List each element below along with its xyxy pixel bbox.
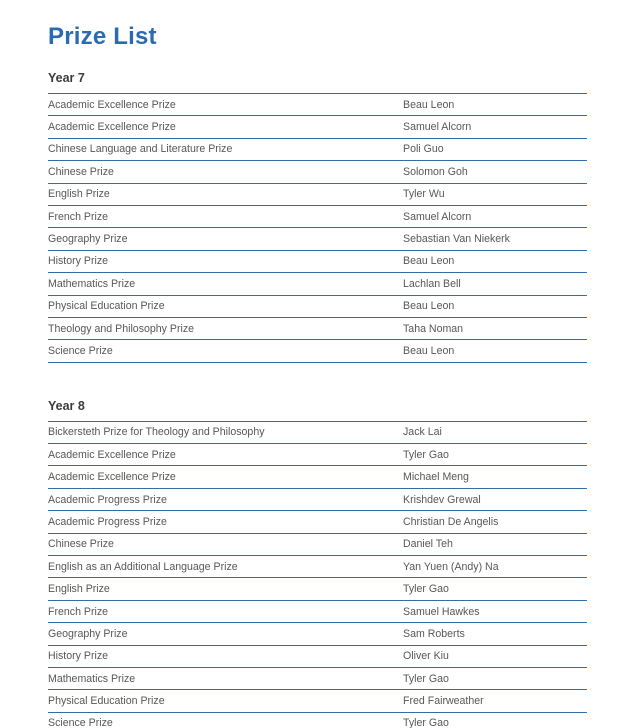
prize-name: Chinese Prize — [48, 165, 114, 178]
section-rows — [48, 422, 587, 728]
recipient-name: Michael Meng — [403, 471, 469, 484]
table-row — [48, 534, 587, 556]
document-content — [48, 0, 587, 728]
prize-name: Geography Prize — [48, 233, 128, 246]
table-row — [48, 444, 587, 466]
recipient-name: Jack Lai — [403, 426, 442, 439]
prize-name: Science Prize — [48, 717, 113, 728]
table-row — [48, 466, 587, 488]
table-row — [48, 601, 587, 623]
recipient-name: Tyler Wu — [403, 188, 445, 201]
recipient-name: Oliver Kiu — [403, 650, 449, 663]
table-row — [48, 713, 587, 728]
recipient-name: Fred Fairweather — [403, 695, 484, 708]
table-row — [48, 578, 587, 600]
recipient-name: Lachlan Bell — [403, 277, 461, 290]
table-row — [48, 161, 587, 183]
table-row — [48, 668, 587, 690]
page-title: Prize List — [48, 23, 157, 50]
table-row — [48, 511, 587, 533]
prize-name: Mathematics Prize — [48, 672, 136, 685]
prize-name: Physical Education Prize — [48, 300, 165, 313]
prize-section — [48, 71, 587, 363]
recipient-name: Daniel Teh — [403, 538, 453, 551]
prize-name: French Prize — [48, 605, 109, 618]
recipient-name: Christian De Angelis — [403, 515, 499, 528]
recipient-name: Samuel Hawkes — [403, 605, 480, 618]
table-row — [48, 94, 587, 116]
table-row — [48, 116, 587, 138]
prize-name: Chinese Prize — [48, 538, 114, 551]
table-row — [48, 623, 587, 645]
table-row — [48, 556, 587, 578]
table-row — [48, 690, 587, 712]
prize-name: Academic Excellence Prize — [48, 448, 176, 461]
recipient-name: Krishdev Grewal — [403, 493, 481, 506]
prize-name: English as an Additional Language Prize — [48, 560, 238, 573]
section-heading: Year 7 — [48, 71, 587, 94]
recipient-name: Tyler Gao — [403, 717, 449, 728]
prize-name: Academic Progress Prize — [48, 515, 167, 528]
table-row — [48, 184, 587, 206]
table-row — [48, 296, 587, 318]
recipient-name: Tyler Gao — [403, 672, 449, 685]
table-row — [48, 489, 587, 511]
prize-name: Academic Progress Prize — [48, 493, 167, 506]
prize-name: Academic Excellence Prize — [48, 121, 176, 134]
prize-name: Physical Education Prize — [48, 695, 165, 708]
table-row — [48, 422, 587, 444]
table-row — [48, 139, 587, 161]
prize-name: Theology and Philosophy Prize — [48, 322, 195, 335]
recipient-name: Samuel Alcorn — [403, 121, 472, 134]
recipient-name: Beau Leon — [403, 300, 455, 313]
recipient-name: Solomon Goh — [403, 165, 468, 178]
table-row — [48, 646, 587, 668]
recipient-name: Sebastian Van Niekerk — [403, 233, 510, 246]
prize-name: Academic Excellence Prize — [48, 98, 176, 111]
table-row — [48, 228, 587, 250]
table-row — [48, 273, 587, 295]
prize-name: Geography Prize — [48, 627, 128, 640]
table-row — [48, 251, 587, 273]
recipient-name: Samuel Alcorn — [403, 210, 472, 223]
recipient-name: Tyler Gao — [403, 583, 449, 596]
prize-name: Mathematics Prize — [48, 277, 136, 290]
prize-name: Chinese Language and Literature Prize — [48, 143, 233, 156]
prize-name: Academic Excellence Prize — [48, 471, 176, 484]
table-row — [48, 206, 587, 228]
table-row — [48, 340, 587, 362]
prize-name: History Prize — [48, 255, 109, 268]
prize-name: History Prize — [48, 650, 109, 663]
prize-name: English Prize — [48, 583, 110, 596]
recipient-name: Beau Leon — [403, 344, 455, 357]
prize-name: English Prize — [48, 188, 110, 201]
table-row — [48, 318, 587, 340]
prize-name: French Prize — [48, 210, 109, 223]
recipient-name: Yan Yuen (Andy) Na — [403, 560, 499, 573]
recipient-name: Beau Leon — [403, 98, 455, 111]
recipient-name: Tyler Gao — [403, 448, 449, 461]
recipient-name: Beau Leon — [403, 255, 455, 268]
section-heading: Year 8 — [48, 399, 587, 422]
sections — [48, 71, 587, 728]
prize-name: Bickersteth Prize for Theology and Philosophy — [48, 426, 265, 439]
recipient-name: Sam Roberts — [403, 627, 465, 640]
recipient-name: Taha Noman — [403, 322, 464, 335]
prize-name: Science Prize — [48, 344, 113, 357]
prize-section — [48, 399, 587, 728]
recipient-name: Poli Guo — [403, 143, 444, 156]
section-rows — [48, 94, 587, 363]
